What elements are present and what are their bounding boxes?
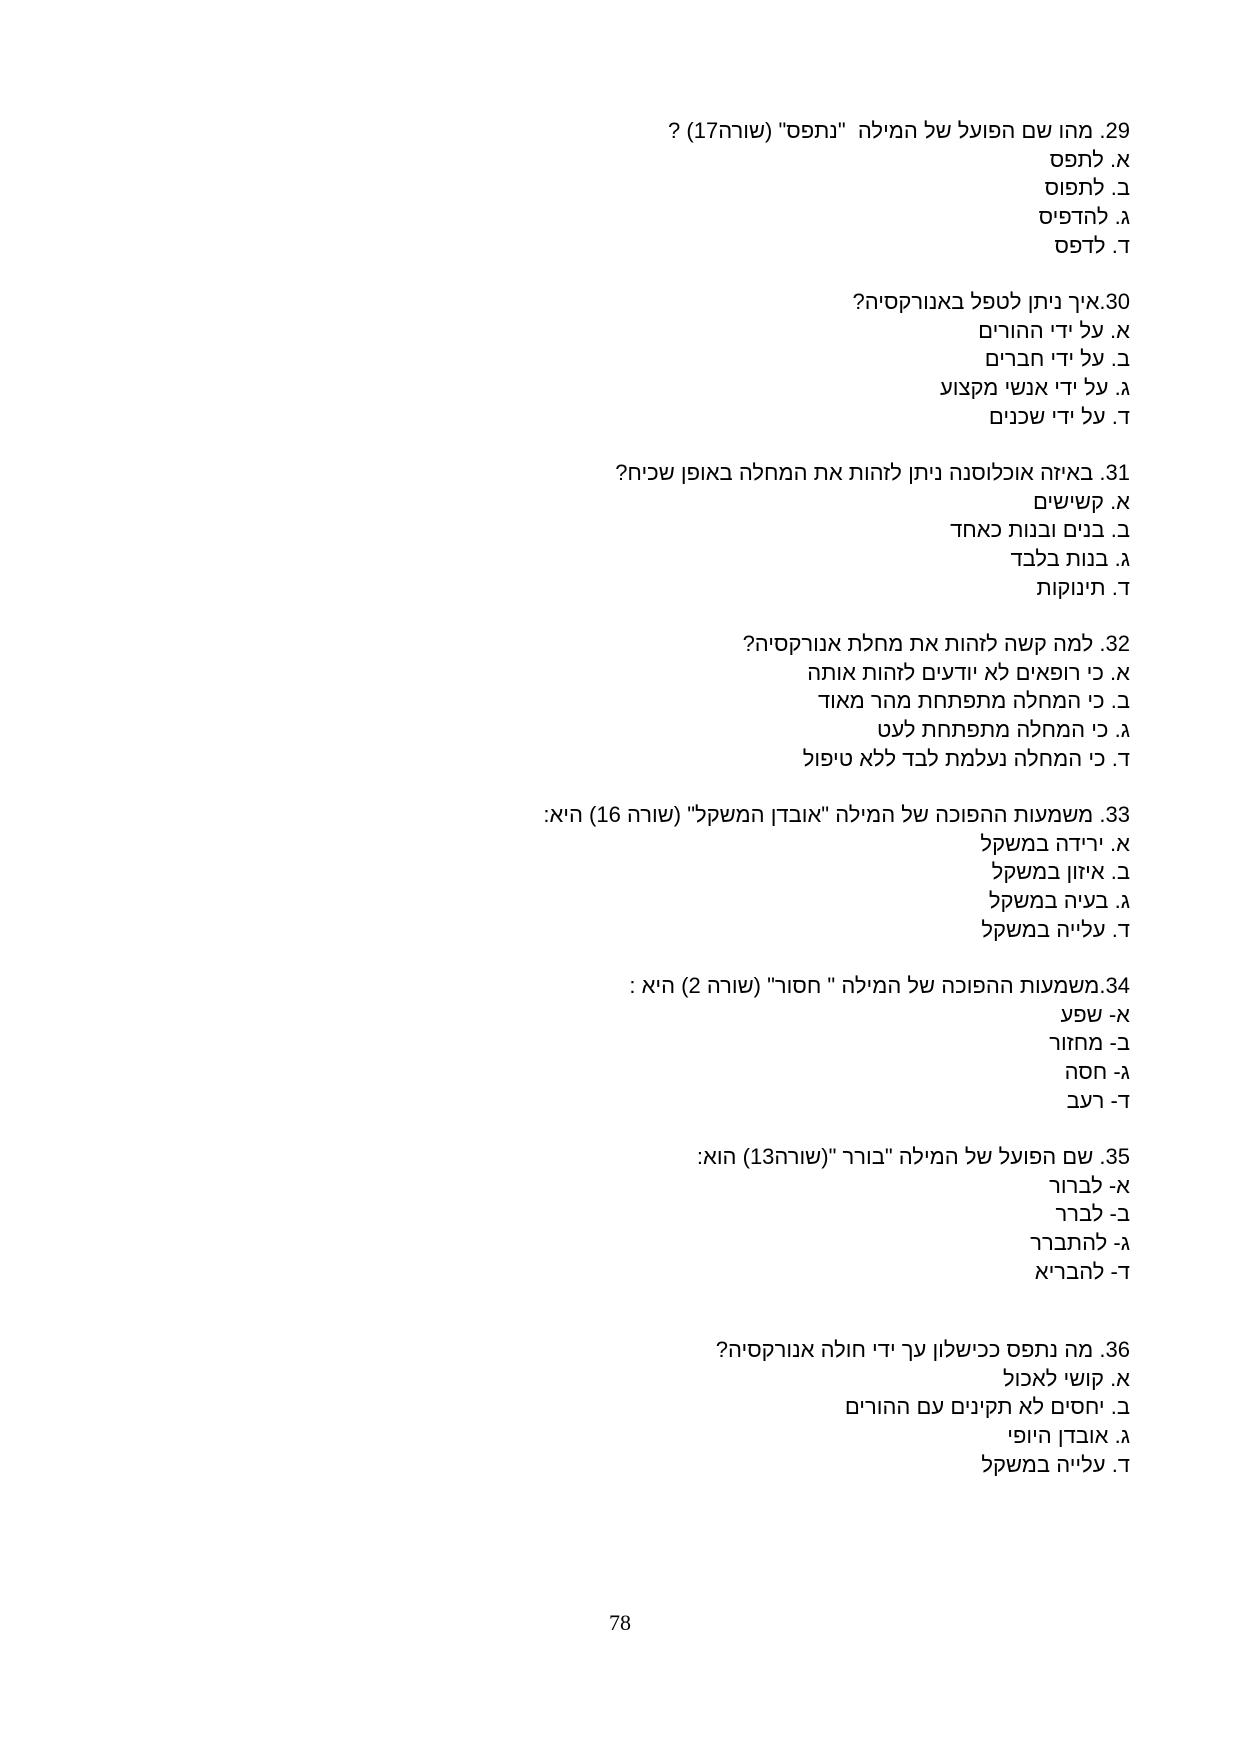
question-31	[230, 459, 1130, 603]
answer-option: ב. על ידי חברים	[984, 346, 1130, 372]
answer-option: א- לברור	[1049, 1172, 1130, 1198]
question-stem: 36. מה נתפס ככישלון עך ידי חולה אנורקסיה?	[715, 1337, 1130, 1362]
answer-option: ד. עלייה במשקל	[981, 916, 1130, 942]
answer-option: ד. על ידי שכנים	[988, 403, 1130, 429]
answer-option: ד. תינוקות	[1036, 574, 1130, 600]
answer-option: ב. לתפוס	[1044, 175, 1130, 201]
question-stem: 31. באיזה אוכלוסנה ניתן לזהות את המחלה באופן שכיח?	[615, 460, 1130, 485]
answer-option: ג- להתברר	[1030, 1230, 1130, 1256]
answer-option: ב. כי המחלה מתפתחת מהר מאוד	[817, 688, 1130, 714]
question-30	[230, 288, 1130, 432]
answer-option: ב- לברר	[1055, 1201, 1130, 1227]
question-32	[230, 630, 1130, 774]
question-stem: 29. מהו שם הפועל של המילה "נתפס" (שורה17) ?	[668, 118, 1130, 143]
answer-option: ד- להבריא	[1034, 1258, 1130, 1284]
answer-option: ג- חסה	[1064, 1059, 1130, 1085]
answer-option: א. קושי לאכול	[1002, 1365, 1130, 1391]
answer-option: ב. איזון במשקל	[991, 859, 1130, 885]
answer-option: א- שפע	[1060, 1001, 1130, 1027]
answer-option: ב. בנים ובנות כאחד	[950, 517, 1130, 543]
answer-option: ג. בעיה במשקל	[988, 888, 1130, 914]
question-29	[230, 117, 1130, 261]
answer-option: ג. על ידי אנשי מקצוע	[939, 375, 1130, 401]
question-stem: 34.משמעות ההפוכה של המילה " חסור" (שורה 2) היא :	[629, 973, 1130, 998]
question-stem: 30.איך ניתן לטפל באנורקסיה?	[852, 289, 1130, 314]
question-34	[230, 972, 1130, 1116]
answer-option: ג. להדפיס	[1038, 204, 1130, 230]
question-35	[230, 1143, 1130, 1287]
answer-option: ד. לדפס	[1054, 232, 1130, 258]
answer-option: א. קשישים	[1032, 488, 1130, 514]
answer-option: ב- מחזור	[1049, 1030, 1130, 1056]
answer-option: א. כי רופאים לא יודעים לזהות אותה	[807, 659, 1130, 685]
answer-option: ד. כי המחלה נעלמת לבד ללא טיפול	[802, 745, 1130, 771]
answer-option: ג. בנות בלבד	[1010, 546, 1130, 572]
answer-option: א. ירידה במשקל	[980, 830, 1130, 856]
question-stem: 33. משמעות ההפוכה של המילה "אובדן המשקל" (שורה 16) היא:	[543, 802, 1130, 827]
answer-option: ג. כי המחלה מתפתחת לעט	[876, 717, 1130, 743]
answer-option: ד. עלייה במשקל	[981, 1451, 1130, 1477]
question-33	[230, 801, 1130, 945]
answer-option: ד- רעב	[1066, 1087, 1130, 1113]
answer-option: א. לתפס	[1049, 146, 1130, 172]
answer-option: א. על ידי ההורים	[978, 317, 1130, 343]
question-36	[230, 1336, 1130, 1480]
page-number: 78	[609, 1610, 631, 1635]
question-stem: 32. למה קשה לזהות את מחלת אנורקסיה?	[742, 631, 1130, 656]
question-stem: 35. שם הפועל של המילה "בורר "(שורה13) הוא:	[696, 1144, 1130, 1169]
answer-option: ב. יחסים לא תקינים עם ההורים	[844, 1394, 1130, 1420]
answer-option: ג. אובדן היופי	[1007, 1423, 1130, 1449]
